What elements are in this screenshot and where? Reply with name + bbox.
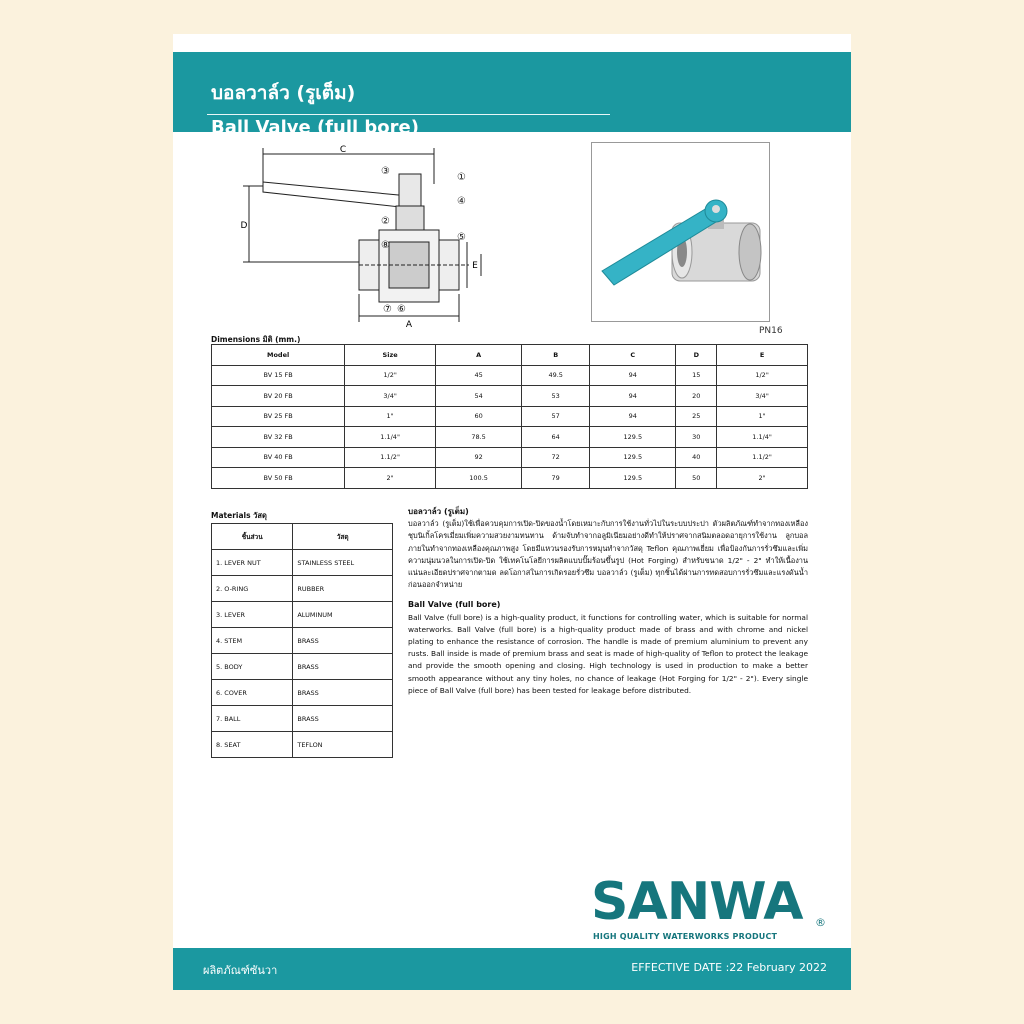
- cell: 1.1/4": [345, 427, 436, 448]
- cell: 2. O-RING: [212, 576, 293, 602]
- cell: BV 25 FB: [212, 406, 345, 427]
- table-row: [212, 680, 393, 706]
- col-part: ชิ้นส่วน: [212, 524, 293, 550]
- col-model: Model: [212, 345, 345, 366]
- table-row: [212, 654, 393, 680]
- callout-2: ②: [381, 216, 390, 227]
- cell: 100.5: [436, 468, 522, 489]
- cell: 20: [676, 386, 717, 407]
- dimensions-table: [211, 344, 808, 489]
- cell: 72: [522, 447, 590, 468]
- dim-label-d: D: [240, 221, 248, 231]
- materials-title: Materials วัสดุ: [211, 511, 267, 520]
- table-row: [212, 550, 393, 576]
- table-row: [212, 427, 808, 448]
- cell: 5. BODY: [212, 654, 293, 680]
- cell: 3. LEVER: [212, 602, 293, 628]
- cell: 1/2": [717, 365, 808, 386]
- dim-label-c: C: [339, 145, 347, 155]
- cell: 3/4": [717, 386, 808, 407]
- callout-4: ④: [457, 196, 466, 207]
- cell: 94: [590, 386, 676, 407]
- callout-8: ⑧: [381, 240, 390, 251]
- callout-6: ⑥: [397, 304, 406, 315]
- dim-label-e: E: [472, 261, 478, 271]
- cell: TEFLON: [293, 732, 393, 758]
- cell: 64: [522, 427, 590, 448]
- callout-7: ⑦: [383, 304, 392, 315]
- cell: 92: [436, 447, 522, 468]
- cell: 15: [676, 365, 717, 386]
- cell: BRASS: [293, 628, 393, 654]
- table-row: [212, 706, 393, 732]
- description-body-thai: บอลวาล์ว (รูเต็ม)ใช้เพื่อควบคุมการเปิด-ปิดของน้ำโดยเหมาะกับการใช้งานทั่วไปในระบบประปา ตัวผลิตภัณฑ์ทำจากทองเหลือง ชุบนิเกิ้ลโครเมี่ยมเพิ่มความสวยงามทนทาน ด้ามจับทำจากอลูมิเนียมอย่างดีทำให้ปราศจากสนิมตลอดอายุการใช้งาน ลูกบอลภายในทำจากทองเหลืองคุณภาพสูง โดยมีแหวนรองรับการหมุนทำจากวัสดุ Teflon คุณภาพเยี่ยม เพื่อป้องกันการรั่วซึมและเพิ่มความนุ่มนวลในการเปิด-ปิด ใช้เทคโนโลยีการผลิตแบบปั๊มร้อนขึ้นรูป (Hot Forging) สำหรับขนาด 1/2" - 2" ทำให้เนื้องานแน่นละเอียดปราศจากตามด ลดโอกาสในการเกิดรอยรั่วซึม บอลวาล์ว (รูเต็ม) ทุกชิ้นได้ผ่านการทดสอบการรั่วซึมและแรงดันน้ำก่อนออกจำหน่าย: [408, 519, 808, 590]
- cell: 78.5: [436, 427, 522, 448]
- cell: 45: [436, 365, 522, 386]
- cell: 8. SEAT: [212, 732, 293, 758]
- cell: 57: [522, 406, 590, 427]
- table-row: [212, 447, 808, 468]
- cell: 1.1/2": [345, 447, 436, 468]
- col-material: วัสดุ: [293, 524, 393, 550]
- cell: 30: [676, 427, 717, 448]
- cell: 2": [717, 468, 808, 489]
- cell: 94: [590, 365, 676, 386]
- cell: 129.5: [590, 447, 676, 468]
- registered-mark: ®: [815, 916, 826, 929]
- effective-date: EFFECTIVE DATE :22 February 2022: [631, 961, 827, 974]
- table-row: [212, 365, 808, 386]
- col-size: Size: [345, 345, 436, 366]
- table-header-row: [212, 524, 393, 550]
- table-row: [212, 576, 393, 602]
- cell: 3/4": [345, 386, 436, 407]
- product-photo: [591, 142, 770, 322]
- table-row: [212, 386, 808, 407]
- cell: 6. COVER: [212, 680, 293, 706]
- cell: BV 32 FB: [212, 427, 345, 448]
- cell: BRASS: [293, 654, 393, 680]
- col-a: A: [436, 345, 522, 366]
- cell: 1.1/2": [717, 447, 808, 468]
- footer-bar: [173, 948, 851, 990]
- footer-brand-thai: ผลิตภัณฑ์ซันวา: [203, 964, 278, 977]
- dim-label-a: A: [405, 320, 413, 329]
- title-divider: [207, 114, 610, 115]
- cell: 50: [676, 468, 717, 489]
- cell: BRASS: [293, 706, 393, 732]
- description-title-thai: บอลวาล์ว (รูเต็ม): [408, 507, 469, 516]
- table-row: [212, 406, 808, 427]
- sanwa-logo: SANWA: [591, 872, 803, 932]
- col-c: C: [590, 345, 676, 366]
- materials-table: [211, 523, 393, 758]
- pressure-rating: PN16: [759, 326, 783, 336]
- col-d: D: [676, 345, 717, 366]
- cell: BV 15 FB: [212, 365, 345, 386]
- table-row: [212, 602, 393, 628]
- cell: 49.5: [522, 365, 590, 386]
- cell: 60: [436, 406, 522, 427]
- cell: 1": [345, 406, 436, 427]
- cell: 4. STEM: [212, 628, 293, 654]
- title-english: Ball Valve (full bore): [211, 117, 419, 138]
- cell: STAINLESS STEEL: [293, 550, 393, 576]
- callout-1: ①: [457, 172, 466, 183]
- cell: 79: [522, 468, 590, 489]
- cell: 129.5: [590, 427, 676, 448]
- col-b: B: [522, 345, 590, 366]
- cell: 1/2": [345, 365, 436, 386]
- cell: RUBBER: [293, 576, 393, 602]
- table-row: [212, 732, 393, 758]
- cell: BV 40 FB: [212, 447, 345, 468]
- technical-drawing: [231, 144, 491, 329]
- cell: 53: [522, 386, 590, 407]
- cell: BRASS: [293, 680, 393, 706]
- description-body-english: Ball Valve (full bore) is a high-quality product, it functions for controlling water, which is suitable for normal waterworks. Ball Valve (full bore) is a high-quality product made of brass and with chrome and nickel plating to enhance the resistance of corrosion. The handle is made of premium aluminium to prevent any rusts. Ball inside is made of premium brass and seat is made of high-quality of Teflon to protect the leakage and provide the smooth opening and closing. High technology is used in production to make a better smooth appearance without any tiny holes, no chance of leakage (Hot Forging for 1/2" - 2"). Every single piece of Ball Valve (full bore) has been tested for leakage before distributed.: [408, 612, 808, 695]
- cell: BV 20 FB: [212, 386, 345, 407]
- cell: ALUMINUM: [293, 602, 393, 628]
- title-banner: [173, 52, 851, 138]
- cell: 94: [590, 406, 676, 427]
- datasheet-page: [173, 34, 851, 990]
- cell: 7. BALL: [212, 706, 293, 732]
- title-thai: บอลวาล์ว (รูเต็ม): [211, 82, 356, 104]
- description-title-english: Ball Valve (full bore): [408, 600, 501, 610]
- brand-tagline: HIGH QUALITY WATERWORKS PRODUCT: [593, 932, 778, 941]
- ball-valve-image: [592, 143, 769, 321]
- cell: 1": [717, 406, 808, 427]
- table-row: [212, 628, 393, 654]
- table-header-row: [212, 345, 808, 366]
- cell: 54: [436, 386, 522, 407]
- product-description: [408, 506, 808, 705]
- cell: 1.1/4": [717, 427, 808, 448]
- cell: 129.5: [590, 468, 676, 489]
- dimensions-title: Dimensions มิติ (mm.): [211, 335, 301, 344]
- cell: 40: [676, 447, 717, 468]
- cell: 25: [676, 406, 717, 427]
- cell: 1. LEVER NUT: [212, 550, 293, 576]
- table-row: [212, 468, 808, 489]
- cell: BV 50 FB: [212, 468, 345, 489]
- callout-5: ⑤: [457, 232, 466, 243]
- callout-3: ③: [381, 166, 390, 177]
- cell: 2": [345, 468, 436, 489]
- col-e: E: [717, 345, 808, 366]
